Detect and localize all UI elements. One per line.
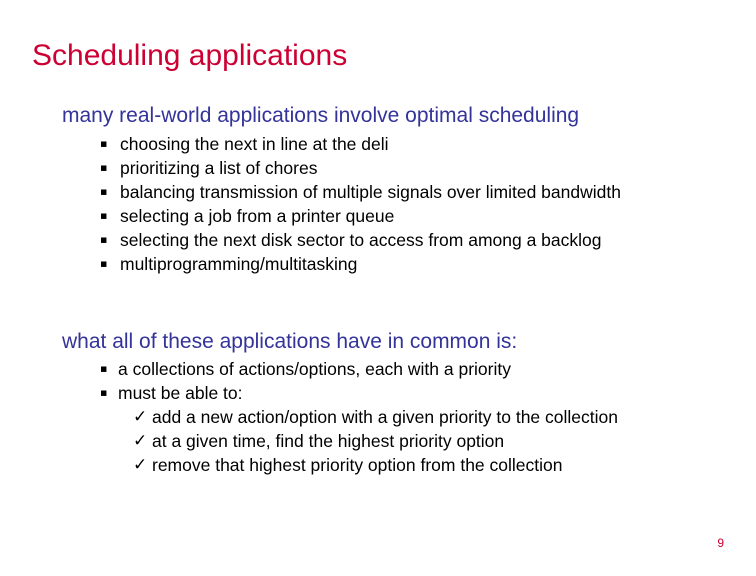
list-item — [100, 252, 621, 276]
list-item-text: selecting a job from a printer queue — [120, 206, 395, 226]
list-item — [100, 381, 511, 405]
list-item-text: balancing transmission of multiple signals over limited bandwidth — [120, 182, 621, 202]
list-item — [100, 180, 621, 204]
checklist-item — [133, 453, 618, 477]
checkmark-icon: ✓ — [133, 431, 148, 451]
checkmark-icon: ✓ — [133, 407, 148, 427]
square-bullet-icon: ▪ — [100, 386, 108, 399]
slide-title: Scheduling applications — [32, 39, 348, 72]
square-bullet-icon: ▪ — [100, 209, 108, 222]
list-item-text: choosing the next in line at the deli — [120, 134, 389, 154]
list-item — [100, 228, 621, 252]
checklist-item-text: add a new action/option with a given priority to the collection — [152, 407, 618, 427]
list-item — [100, 357, 511, 381]
section-heading-applications: many real-world applications involve optimal scheduling — [62, 104, 580, 127]
list-item — [100, 132, 621, 156]
list-item-text: must be able to: — [118, 383, 243, 403]
square-bullet-icon: ▪ — [100, 185, 108, 198]
list-item-text: a collections of actions/options, each with a priority — [118, 359, 511, 379]
section-heading-common: what all of these applications have in common is: — [62, 330, 518, 353]
list-item-text: multiprogramming/multitasking — [120, 254, 358, 274]
square-bullet-icon: ▪ — [100, 137, 108, 150]
common-requirements-list — [100, 357, 511, 405]
list-item — [100, 204, 621, 228]
page-number: 9 — [717, 536, 724, 550]
checklist-item — [133, 429, 618, 453]
square-bullet-icon: ▪ — [100, 362, 108, 375]
square-bullet-icon: ▪ — [100, 257, 108, 270]
operations-checklist — [133, 405, 618, 477]
checklist-item-text: remove that highest priority option from the collection — [152, 455, 563, 475]
list-item — [100, 156, 621, 180]
checklist-item — [133, 405, 618, 429]
checklist-item-text: at a given time, find the highest priority option — [152, 431, 505, 451]
square-bullet-icon: ▪ — [100, 233, 108, 246]
list-item-text: prioritizing a list of chores — [120, 158, 318, 178]
list-item-text: selecting the next disk sector to access from among a backlog — [120, 230, 602, 250]
square-bullet-icon: ▪ — [100, 161, 108, 174]
checkmark-icon: ✓ — [133, 455, 148, 475]
applications-list — [100, 132, 621, 276]
